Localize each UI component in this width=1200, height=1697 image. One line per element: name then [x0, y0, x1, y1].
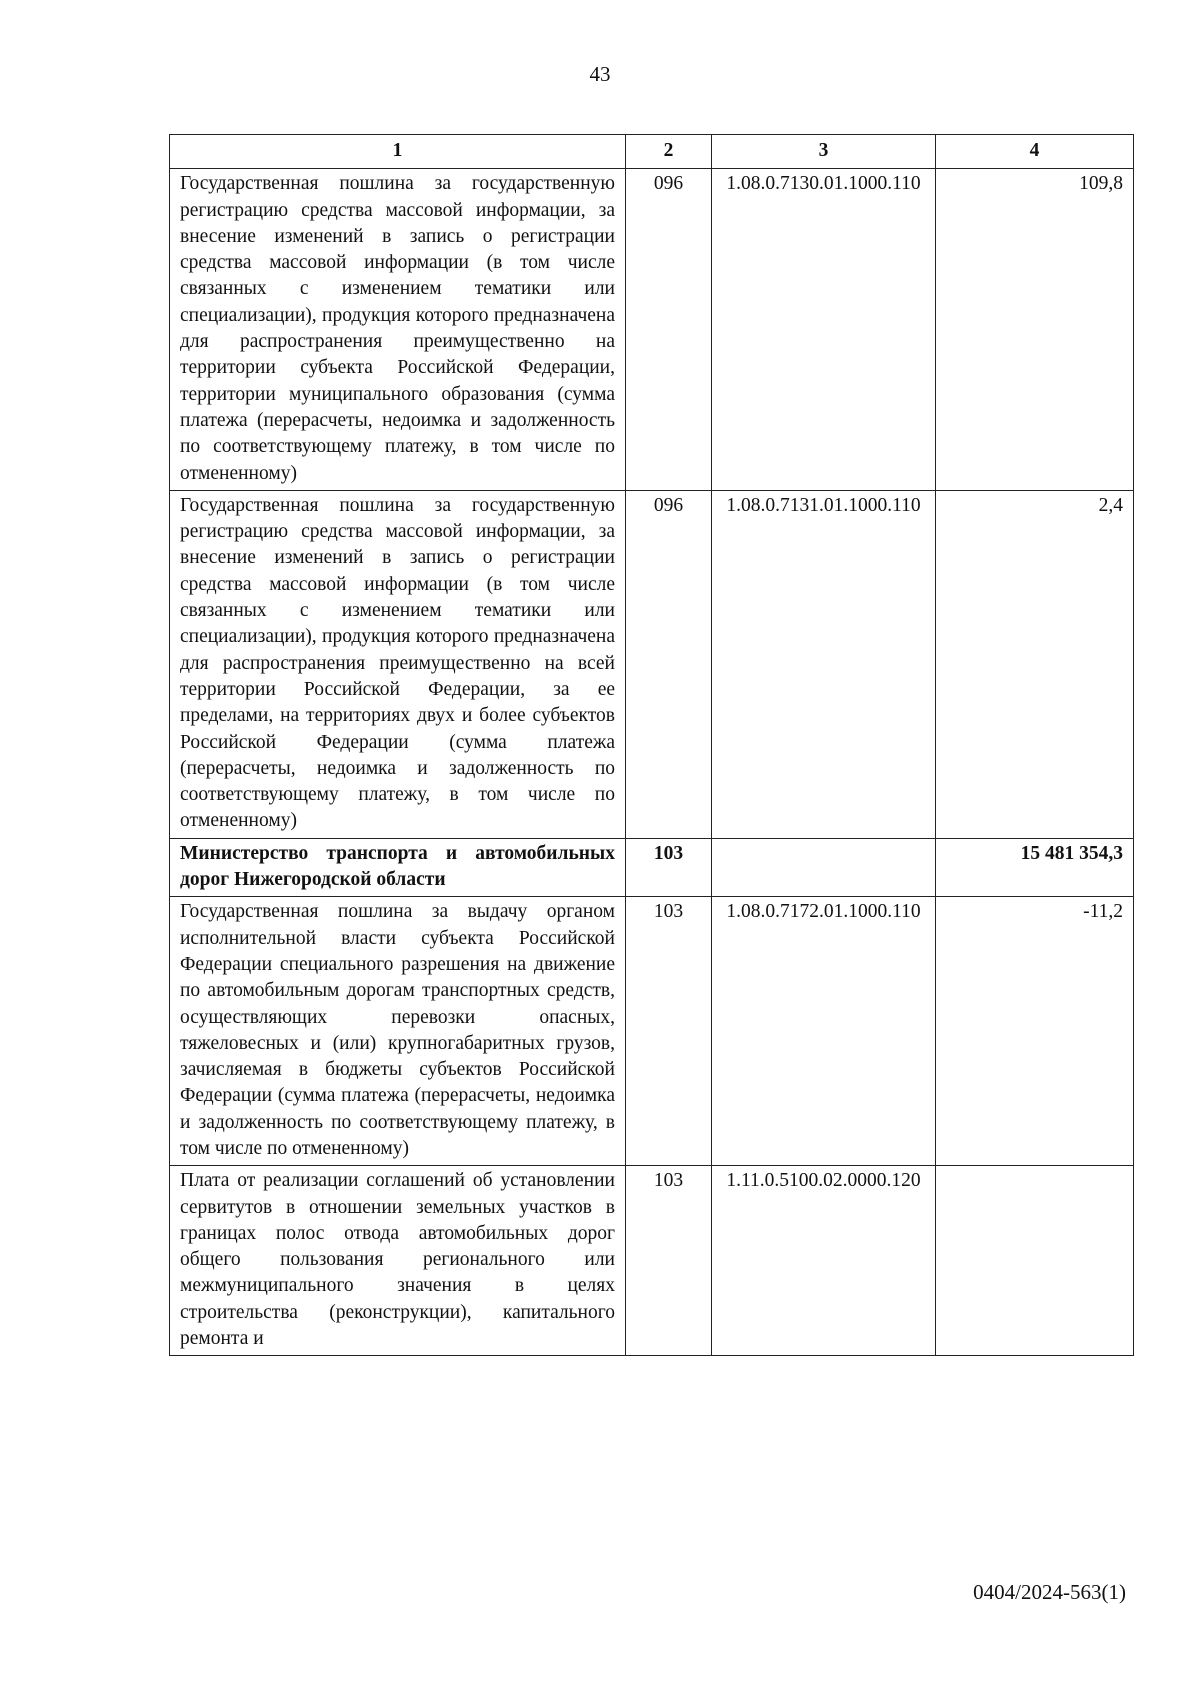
- row-admin-code: 096: [626, 490, 712, 838]
- document-id: 0404/2024-563(1): [973, 1580, 1126, 1604]
- row-amount: [936, 1166, 1134, 1356]
- table-row: [170, 490, 1134, 838]
- header-col-2: 2: [626, 135, 712, 169]
- row-amount: 109,8: [936, 169, 1134, 491]
- row-amount: 15 481 354,3: [936, 838, 1134, 897]
- row-description: Плата от реализации соглашений об установлении сервитутов в отношении земельных участков в границах полос отвода автомобильных дорог общего пользования регионального или межмуниципального значения в целях строительства (реконструкции), капитального ремонта и: [170, 1166, 626, 1356]
- row-admin-code: 103: [626, 1166, 712, 1356]
- row-description: Государственная пошлина за государственную регистрацию средства массовой информации, за внесение изменений в запись о регистрации средства массовой информации (в том числе связанных с изменением тематики или специализации), продукция которого предназначена для распространения преимущественно на территории субъекта Российской Федерации, территории муниципального образования (сумма платежа (перерасчеты, недоимка и задолженность по соответствующему платежу, в том числе по отмененному): [170, 169, 626, 491]
- table-row-ministry: [170, 838, 1134, 897]
- row-budget-code: 1.08.0.7130.01.1000.110: [712, 169, 936, 491]
- row-budget-code: 1.11.0.5100.02.0000.120: [712, 1166, 936, 1356]
- table-row: [170, 169, 1134, 491]
- row-admin-code: 103: [626, 897, 712, 1166]
- row-admin-code: 096: [626, 169, 712, 491]
- table-row: [170, 897, 1134, 1166]
- row-budget-code: [712, 838, 936, 897]
- header-col-4: 4: [936, 135, 1134, 169]
- header-col-1: 1: [170, 135, 626, 169]
- row-budget-code: 1.08.0.7131.01.1000.110: [712, 490, 936, 838]
- row-amount: -11,2: [936, 897, 1134, 1166]
- row-description: Государственная пошлина за выдачу органом исполнительной власти субъекта Российской Федерации специального разрешения на движение по автомобильным дорогам транспортных средств, осуществляющих перевозки опасных, тяжеловесных и (или) крупногабаритных грузов, зачисляемая в бюджеты субъектов Российской Федерации (сумма платежа (перерасчеты, недоимка и задолженность по соответствующему платежу, в том числе по отмененному): [170, 897, 626, 1166]
- row-budget-code: 1.08.0.7172.01.1000.110: [712, 897, 936, 1166]
- row-admin-code: 103: [626, 838, 712, 897]
- page-number: 43: [589, 62, 611, 86]
- row-description: Министерство транспорта и автомобильных дорог Нижегородской области: [170, 838, 626, 897]
- row-description: Государственная пошлина за государственную регистрацию средства массовой информации, за внесение изменений в запись о регистрации средства массовой информации (в том числе связанных с изменением тематики или специализации), продукция которого предназначена для распространения преимущественно на всей территории Российской Федерации, за ее пределами, на территориях двух и более субъектов Российской Федерации (сумма платежа (перерасчеты, недоимка и задолженность по соответствующему платежу, в том числе по отмененному): [170, 490, 626, 838]
- table-header-row: [170, 135, 1134, 169]
- revenue-table: [169, 134, 1134, 1356]
- header-col-3: 3: [712, 135, 936, 169]
- table-row: [170, 1166, 1134, 1356]
- row-amount: 2,4: [936, 490, 1134, 838]
